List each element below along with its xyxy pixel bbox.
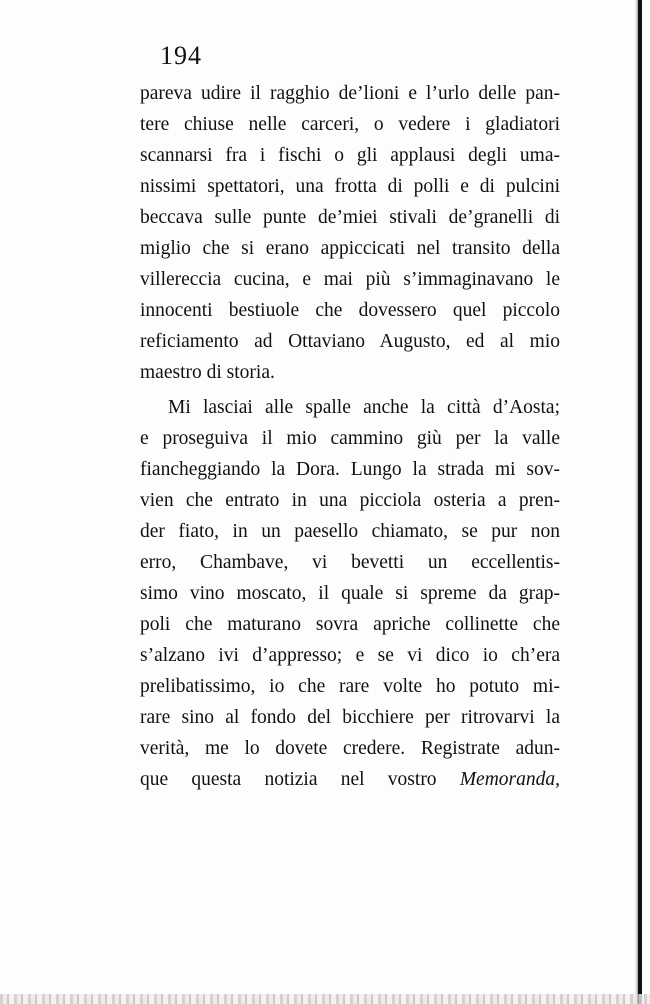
text-line: poli che maturano sovra apriche collinette che — [140, 614, 560, 635]
text-block — [140, 38, 560, 795]
text-line: maestro di storia. — [140, 362, 275, 383]
text-line: verità, me lo dovete credere. Registrate adun- — [140, 738, 560, 759]
text-line: miglio che si erano appiccicati nel transito della — [140, 238, 560, 259]
text-line: innocenti bestiuole che dovessero quel piccolo — [140, 300, 560, 321]
text-line: prelibatissimo, io che rare volte ho potuto mi- — [140, 676, 560, 697]
text-line: tere chiuse nelle carceri, o vedere i gladiatori — [140, 114, 560, 135]
text-line: simo vino moscato, il quale si spreme da grap- — [140, 583, 560, 604]
closing-line-italic: Memoranda, — [459, 769, 561, 790]
text-line: erro, Chambave, vi bevetti un eccellentis- — [140, 552, 560, 573]
text-line: fiancheggiando la Dora. Lungo la strada mi sov- — [140, 459, 560, 480]
text-line: beccava sulle punte de’miei stivali de’granelli di — [140, 207, 560, 228]
text-line: e proseguiva il mio cammino giù per la valle — [140, 428, 560, 449]
text-line: scannarsi fra i fischi o gli applausi degli uma- — [140, 145, 560, 166]
text-line: der fiato, in un paesello chiamato, se pur non — [140, 521, 560, 542]
text-line: pareva udire il ragghio de’lioni e l’urlo delle pan- — [140, 83, 560, 104]
page-bottom-edge — [0, 994, 650, 1004]
text-line: villereccia cucina, e mai più s’immaginavano le — [140, 269, 560, 290]
text-line: vien che entrato in una picciola osteria a pren- — [140, 490, 560, 511]
text-line: reficiamento ad Ottaviano Augusto, ed al mio — [140, 331, 560, 352]
text-line: rare sino al fondo del bicchiere per ritrovarvi la — [140, 707, 560, 728]
paragraph-1 — [140, 78, 560, 388]
text-line: Mi lasciai alle spalle anche la città d’Aosta; — [168, 397, 560, 418]
page-spine-edge — [638, 0, 642, 1004]
closing-line-text: que questa notizia nel vostro — [140, 769, 437, 790]
paragraph-2 — [140, 392, 560, 795]
closing-text-line — [140, 764, 560, 795]
text-line: s’alzano ivi d’appresso; e se vi dico io ch’era — [140, 645, 560, 666]
page-number: 194 — [160, 41, 202, 70]
text-line: nissimi spettatori, una frotta di polli e di pulcini — [140, 176, 560, 197]
